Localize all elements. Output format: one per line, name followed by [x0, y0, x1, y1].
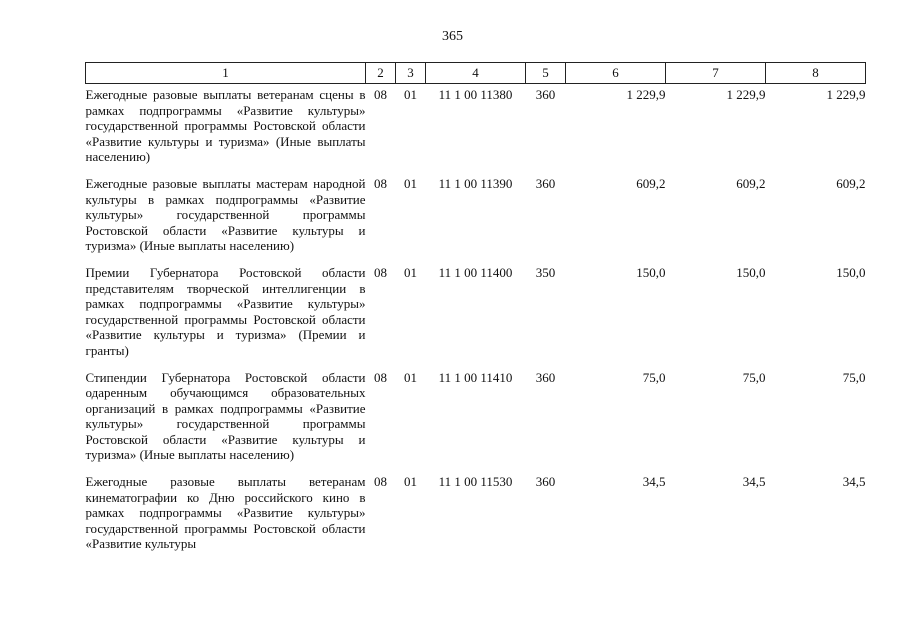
table-row: [86, 474, 866, 563]
row-section: 08: [374, 264, 387, 280]
column-header: 6: [566, 63, 666, 84]
column-header: 4: [426, 63, 526, 84]
row-value-col8: 1 229,9: [826, 87, 866, 102]
table-header-row: [86, 63, 866, 84]
row-value-col7: 609,2: [736, 175, 766, 191]
column-header: 8: [766, 63, 866, 84]
row-subsection: 01: [404, 369, 417, 385]
row-value-col7: 34,5: [742, 474, 766, 490]
row-expense-type: 360: [535, 87, 556, 102]
row-value-col6: 75,0: [642, 369, 666, 385]
row-description: Стипендии Губернатора Ростовской области одаренным обучающимся образовательных организаций в рамках подпрограммы «Развитие культуры» государственной программы Ростовской области «Развитие культуры и туризма» (Иные выплаты населению): [85, 369, 366, 463]
row-value-col8: 75,0: [842, 369, 866, 385]
row-value-col6: 150,0: [636, 264, 666, 280]
row-subsection: 01: [404, 264, 417, 280]
row-section: 08: [374, 474, 387, 490]
row-value-col6: 34,5: [642, 474, 666, 490]
row-subsection: 01: [404, 474, 417, 490]
row-value-col6: 609,2: [636, 175, 666, 191]
row-value-col8: 150,0: [836, 264, 866, 280]
row-description: Премии Губернатора Ростовской области представителям творческой интеллигенции в рамках подпрограммы «Развитие культуры» государственной программы Ростовской области «Развитие культуры и туризма» (Премии и гранты): [85, 264, 366, 358]
row-description: Ежегодные разовые выплаты ветеранам кинематографии ко Дню российского кино в рамках подпрограммы «Развитие культуры» государственной программы Ростовской области «Развитие культуры: [85, 474, 366, 552]
row-section: 08: [374, 87, 387, 102]
page-number: 365: [442, 29, 463, 44]
column-header: 3: [396, 63, 426, 84]
row-subsection: 01: [404, 175, 417, 191]
row-target-code: 11 1 00 11380: [438, 87, 513, 102]
row-subsection: 01: [404, 87, 417, 102]
table-row: [86, 370, 866, 475]
budget-table: [85, 62, 866, 563]
table-row: [86, 176, 866, 265]
row-expense-type: 360: [535, 474, 556, 490]
row-target-code: 11 1 00 11390: [438, 175, 513, 191]
row-value-col7: 75,0: [742, 369, 766, 385]
row-value-col7: 1 229,9: [726, 87, 766, 102]
row-expense-type: 350: [535, 264, 556, 280]
row-target-code: 11 1 00 11410: [438, 369, 513, 385]
row-expense-type: 360: [535, 369, 556, 385]
column-header: 1: [86, 63, 366, 84]
row-target-code: 11 1 00 11530: [438, 474, 513, 490]
row-value-col8: 34,5: [842, 474, 866, 490]
row-value-col8: 609,2: [836, 175, 866, 191]
table-row: [86, 265, 866, 370]
row-description: Ежегодные разовые выплаты ветеранам сцены в рамках подпрограммы «Развитие культуры» государственной программы Ростовской области «Развитие культуры и туризма» (Иные выплаты населению): [85, 87, 366, 165]
row-section: 08: [374, 175, 387, 191]
row-expense-type: 360: [535, 175, 556, 191]
row-target-code: 11 1 00 11400: [438, 264, 513, 280]
column-header: 2: [366, 63, 396, 84]
row-section: 08: [374, 369, 387, 385]
row-value-col7: 150,0: [736, 264, 766, 280]
table-row: [86, 84, 866, 176]
row-description: Ежегодные разовые выплаты мастерам народной культуры в рамках подпрограммы «Развитие культуры» государственной программы Ростовской области «Развитие культуры и туризма» (Иные выплаты населению): [85, 175, 366, 254]
column-header: 5: [526, 63, 566, 84]
row-value-col6: 1 229,9: [626, 87, 666, 102]
column-header: 7: [666, 63, 766, 84]
